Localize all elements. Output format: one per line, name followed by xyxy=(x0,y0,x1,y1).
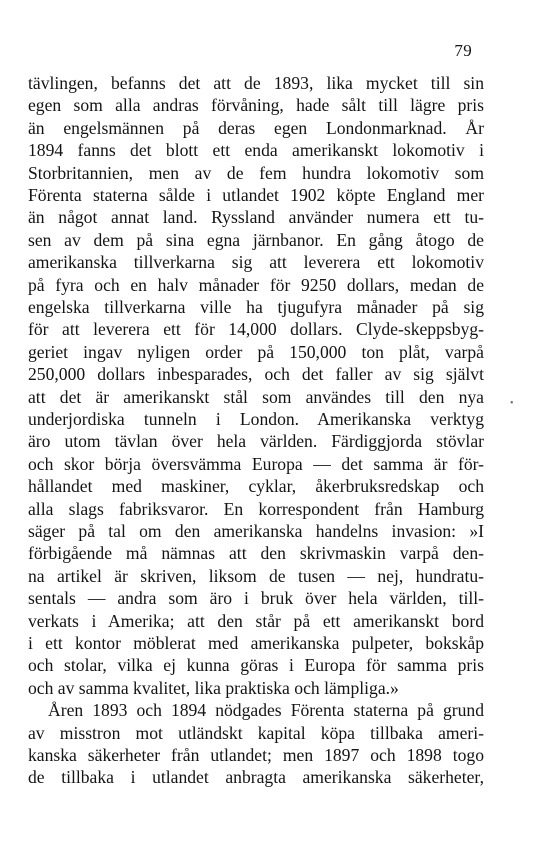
text-line: Förenta staterna sålde i utlandet 1902 köpte England mer xyxy=(28,185,484,205)
text-line: i ett kontor möblerat med amerikanska pulpeter, bokskåp xyxy=(28,633,484,653)
text-line: 250,000 dollars inbesparades, och det faller av sig självt xyxy=(28,364,484,385)
text-line: alla slags fabriksvaror. En korrespondent från Hamburg xyxy=(28,498,484,519)
text-line: kanska säkerheter från utlandet; men 1897 och 1898 togo xyxy=(28,745,484,765)
text-line: äro utom tävlan över hela världen. Färdiggjorda stövlar xyxy=(28,431,484,452)
text-line: och stolar, vilka ej kunna göras i Europa för samma pris xyxy=(28,655,484,676)
text-line: och av samma kvalitet, lika praktiska och lämpliga.» xyxy=(28,677,399,698)
text-line: än något annat land. Ryssland använder numera ett tu- xyxy=(28,207,484,228)
text-line: sen av dem på sina egna järnbanor. En gång åtogo de xyxy=(28,229,484,250)
text-line: na artikel är skriven, liksom de tusen — nej, hundratu- xyxy=(28,565,484,586)
text-line: på fyra och en halv månader för 9250 dollars, medan de xyxy=(28,274,484,295)
margin-mark: • xyxy=(510,398,514,409)
text-line: 1894 fanns det blott ett enda amerikanskt lokomotiv i xyxy=(28,140,484,161)
text-line: än engelsmännen på deras egen Londonmarknad. År xyxy=(28,117,484,138)
text-line: Storbritannien, men av de fem hundra lokomotiv som xyxy=(28,162,484,183)
text-line: engelska tillverkarna ville ha tjugufyra månader på sig xyxy=(28,297,484,317)
text-line: Åren 1893 och 1894 nödgades Förenta staterna på grund xyxy=(48,700,484,721)
text-line: egen som alla andras förvåning, hade sålt till lägre pris xyxy=(28,95,484,116)
text-line: sentals — andra som äro i bruk över hela världen, till- xyxy=(28,588,484,609)
text-line: verkats i Amerika; att den står på ett amerikanskt bord xyxy=(28,610,484,631)
text-line: och skor börja översvämma Europa — det samma är för- xyxy=(28,453,484,474)
text-line: de tillbaka i utlandet anbragta amerikanska säkerheter, xyxy=(28,767,484,788)
text-line: av misstron mot utländskt kapital köpa tillbaka ameri- xyxy=(28,722,484,743)
text-line: amerikanska tillverkarna sig att leverera ett lokomotiv xyxy=(28,252,484,273)
text-line: geriet ingav nyligen order på 150,000 ton plåt, varpå xyxy=(28,341,484,362)
text-line: förbigående må nämnas att den skrivmaskin varpå den- xyxy=(28,543,484,564)
text-line: att det är amerikanskt stål som användes till den nya xyxy=(28,386,484,407)
text-line: tävlingen, befanns det att de 1893, lika mycket till sin xyxy=(28,73,484,93)
page-number: 79 xyxy=(454,41,472,60)
text-line: säger på tal om den amerikanska handelns invasion: »I xyxy=(28,521,484,541)
text-line: för att leverera ett för 14,000 dollars. Clyde-skeppsbyg- xyxy=(28,319,484,340)
text-line: underjordiska tunneln i London. Amerikanska verktyg xyxy=(28,409,484,429)
text-line: hållandet med maskiner, cyklar, åkerbruksredskap och xyxy=(28,476,484,497)
